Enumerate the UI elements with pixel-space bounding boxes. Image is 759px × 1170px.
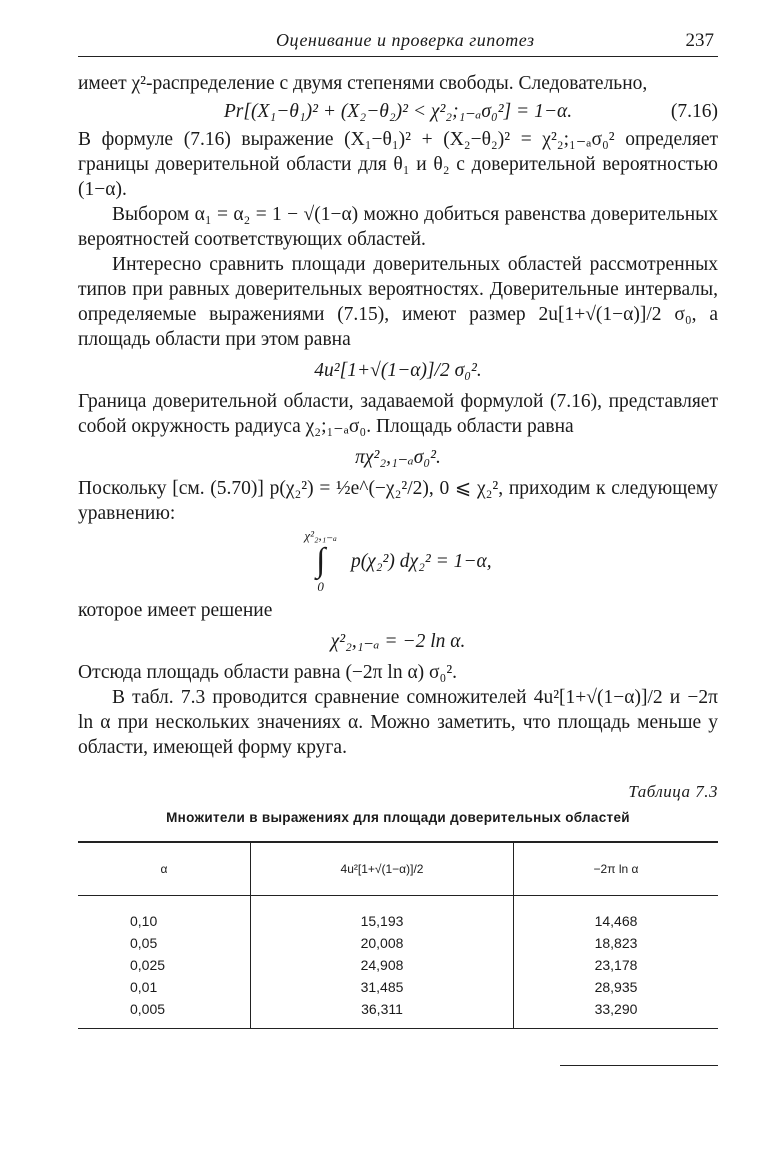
table-row [78, 932, 718, 954]
table-7-3 [78, 841, 718, 1029]
table-cell: 0,05 [130, 935, 158, 951]
footer-rule [560, 1065, 718, 1066]
integral-equation [78, 528, 718, 594]
table-row [78, 998, 718, 1029]
paragraph: Поскольку [см. (5.70)] p(χ₂²) = ½e^(−χ₂²/2), 0 ⩽ χ₂², приходим к следующему уравнению: [78, 478, 718, 524]
table-cell: 18,823 [514, 932, 719, 954]
column-header: α [78, 842, 251, 896]
running-header [78, 30, 718, 57]
paragraph: В формуле (7.16) выражение (X₁−θ₁)² + (X₂−θ₂)² = χ²₂;₁₋ₐσ₀² определяет границы доверительной области для θ₁ и θ₂ с доверительной вероятностью (1−α). [78, 129, 718, 200]
table-cell: 15,193 [251, 910, 514, 932]
integral-lower-limit: 0 [317, 579, 324, 594]
equation: χ²₂,₁₋ₐ = −2 ln α. [330, 631, 466, 652]
table-cell: 23,178 [514, 954, 719, 976]
table-cell: 36,311 [251, 998, 514, 1029]
paragraph: Интересно сравнить площади доверительных областей рассмотренных типов при равных доверительных вероятностях. Доверительные интервалы, определяемые выражениями (7.15), имеют размер 2u[1+√(1−α)]/2 σ₀, а площадь области при этом равна [78, 254, 718, 350]
table-header-row [78, 842, 718, 896]
table-caption: Таблица 7.3 [628, 782, 718, 801]
table-cell: 0,01 [130, 979, 158, 995]
table-cell: 20,008 [251, 932, 514, 954]
integrand: p(χ₂²) dχ₂² = 1−α, [350, 550, 492, 572]
integral-symbol: ∫ [315, 542, 326, 579]
running-title: Оценивание и проверка гипотез [276, 30, 535, 50]
equation: 4u²[1+√(1−α)]/2 σ₀². [314, 360, 482, 381]
paragraph: Граница доверительной области, задаваемой формулой (7.16), представляет собой окружность радиуса χ₂;₁₋ₐσ₀. Площадь области равна [78, 391, 718, 437]
page [78, 30, 718, 1029]
table-cell: 33,290 [514, 998, 719, 1029]
column-header: −2π ln α [514, 842, 719, 896]
table-cell: 0,005 [78, 998, 251, 1029]
paragraph: которое имеет решение [78, 600, 273, 621]
table-cell: 31,485 [251, 976, 514, 998]
integral-sign [304, 528, 337, 594]
equation: Pr[(X₁−θ₁)² + (X₂−θ₂)² < χ²₂;₁₋ₐσ₀²] = 1−α. [223, 101, 573, 122]
integral-upper-limit: χ²₂,₁₋ₐ [304, 528, 337, 543]
table-row [78, 954, 718, 976]
paragraph: Отсюда площадь области равна (−2π ln α) σ₀². [78, 662, 458, 683]
table-spacer-row [78, 896, 718, 911]
table-title: Множители в выражениях для площади доверительных областей [166, 810, 630, 825]
paragraph: Выбором α₁ = α₂ = 1 − √(1−α) можно добиться равенства доверительных вероятностей соответствующих областей. [78, 204, 718, 250]
table-cell: 0,025 [130, 957, 166, 973]
equation: πχ²₂,₁₋ₐσ₀². [355, 447, 441, 468]
paragraph: В табл. 7.3 проводится сравнение сомножителей 4u²[1+√(1−α)]/2 и −2π ln α при нескольких значениях α. Можно заметить, что площадь меньше у области, имеющей форму круга. [78, 687, 718, 758]
table-cell: 0,10 [130, 913, 158, 929]
table-row [78, 976, 718, 998]
page-number: 237 [685, 30, 714, 51]
table-cell: 14,468 [514, 910, 719, 932]
table-cell: 24,908 [251, 954, 514, 976]
paragraph: имеет χ²-распределение с двумя степенями свободы. Следовательно, [78, 73, 648, 94]
table-cell: 28,935 [514, 976, 719, 998]
column-header: 4u²[1+√(1−α)]/2 [251, 842, 514, 896]
equation-number: (7.16) [670, 101, 718, 122]
table-row [78, 910, 718, 932]
equation-7-16 [78, 99, 718, 124]
body-text [78, 71, 718, 760]
